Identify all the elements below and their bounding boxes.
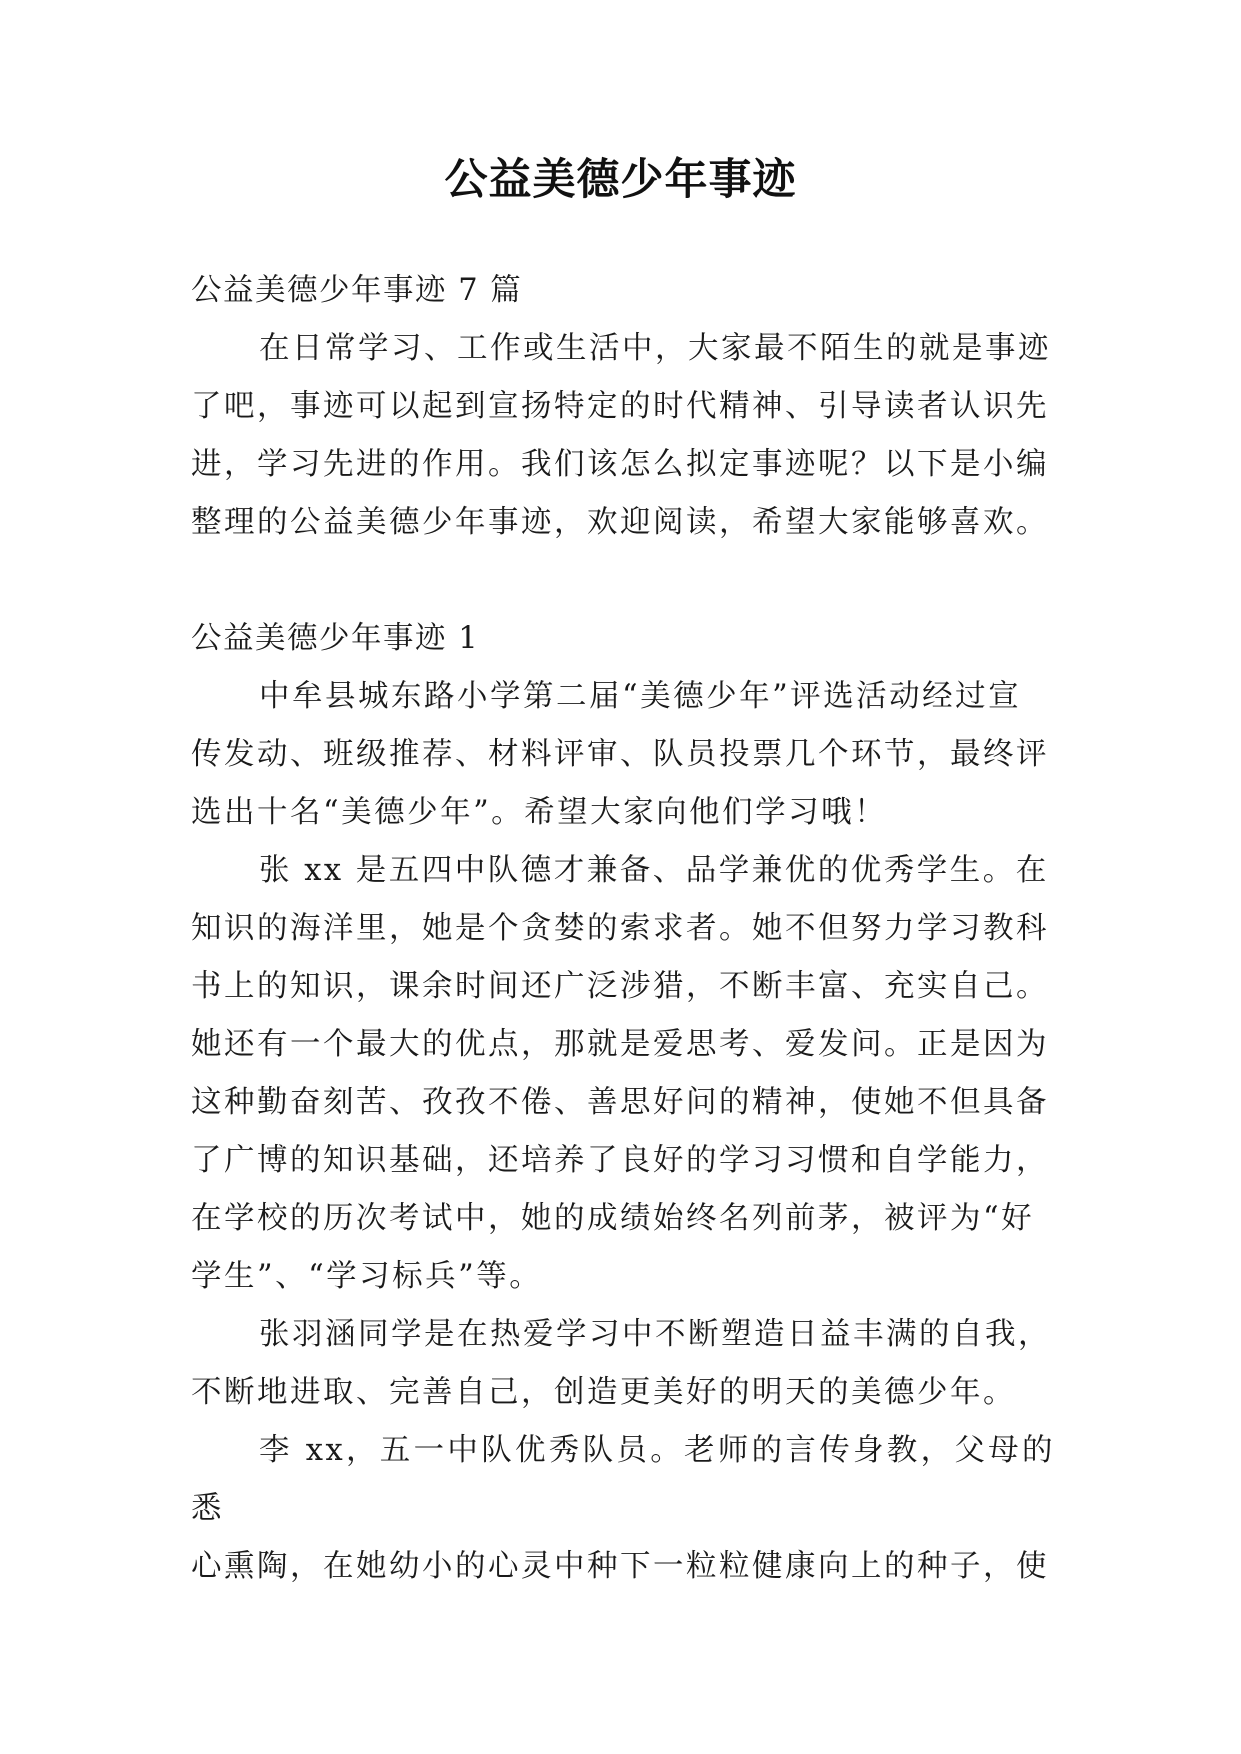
body-paragraph: [191, 842, 1055, 1306]
paragraph-line: 这种勤奋刻苦、孜孜不倦、善思好问的精神，使她不但具备: [191, 1085, 1049, 1120]
paragraph-line: 了广博的知识基础，还培养了良好的学习习惯和自学能力，: [191, 1143, 1049, 1178]
paragraph-line: 不断地进取、完善自己，创造更美好的明天的美德少年。: [191, 1375, 1016, 1410]
paragraph-line: 中牟县城东路小学第二届“美德少年”评选活动经过宣: [259, 679, 1022, 714]
document-subtitle: 公益美德少年事迹 7 篇: [191, 273, 523, 308]
body-paragraph: [191, 1306, 1055, 1422]
section-heading: 公益美德少年事迹 1: [191, 621, 480, 656]
paragraph-line: 她还有一个最大的优点，那就是爱思考、爱发问。正是因为: [191, 1027, 1049, 1062]
paragraph-line: 书上的知识，课余时间还广泛涉猎，不断丰富、充实自己。: [191, 969, 1049, 1004]
intro-line: 整理的公益美德少年事迹，欢迎阅读，希望大家能够喜欢。: [191, 505, 1049, 540]
document-title: 公益美德少年事迹: [444, 155, 797, 205]
paragraph-line: 张 xx 是五四中队德才兼备、品学兼优的优秀学生。在: [259, 853, 1049, 888]
paragraph-line: 在学校的历次考试中，她的成绩始终名列前茅，被评为“好: [191, 1201, 1035, 1236]
intro-line: 了吧，事迹可以起到宣扬特定的时代精神、引导读者认识先: [191, 389, 1049, 424]
paragraph-line: 学生”、“学习标兵”等。: [191, 1259, 543, 1294]
paragraph-line: 传发动、班级推荐、材料评审、队员投票几个环节，最终评: [191, 737, 1049, 772]
paragraph-line: 心熏陶，在她幼小的心灵中种下一粒粒健康向上的种子，使: [191, 1549, 1049, 1584]
intro-line: 在日常学习、工作或生活中，大家最不陌生的就是事迹: [259, 331, 1051, 366]
paragraph-line: 张羽涵同学是在热爱学习中不断塑造日益丰满的自我，: [259, 1317, 1051, 1352]
document-body: [191, 262, 1055, 1596]
intro-line: 进，学习先进的作用。我们该怎么拟定事迹呢？以下是小编: [191, 447, 1049, 482]
paragraph-line: 选出十名“美德少年”。希望大家向他们学习哦！: [191, 795, 888, 830]
paragraph-line: 李 xx，五一中队优秀队员。老师的言传身教，父母的悉: [191, 1433, 1055, 1526]
paragraph-line: 知识的海洋里，她是个贪婪的索求者。她不但努力学习教科: [191, 911, 1049, 946]
body-paragraph: [191, 1422, 1055, 1596]
intro-paragraph: [191, 320, 1055, 552]
body-paragraph: [191, 668, 1055, 842]
